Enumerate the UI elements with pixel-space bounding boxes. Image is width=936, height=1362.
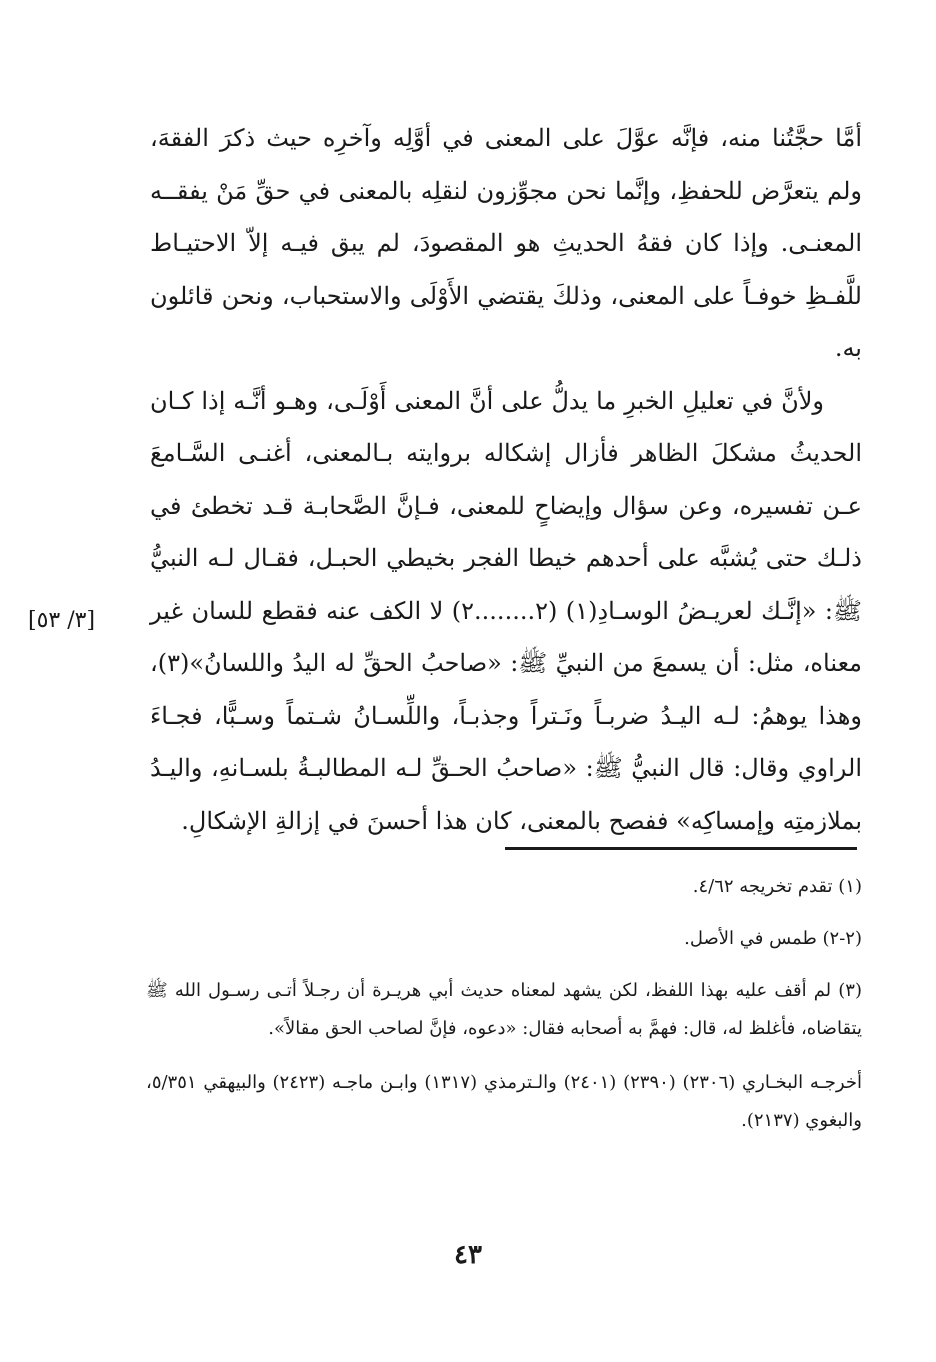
footnote-3: (٣) لم أقف عليه بهذا اللفظ، لكن يشهد لمعناه حديث أبي هريـرة أن رجـلاً أتـى رسـول الله ﷺ يتقاضاه، فأغلظ له، قال: فهمَّ به أصحابه فقال: «دعوه، فإنَّ لصاحب الحق مقالاً». (146, 980, 862, 1039)
footnotes (146, 868, 862, 1140)
footnote-separator (505, 847, 857, 850)
main-text (150, 112, 862, 847)
margin-reference: [٣/ ٥٣] (28, 608, 96, 633)
page-number: ٤٣ (454, 1240, 482, 1270)
footnote-1: (١) تقدم تخريجه ٤/٦٢. (692, 876, 862, 897)
footnote-3-sources: أخرجـه البخـاري (٢٣٠٦) (٢٣٩٠) (٢٤٠١) والـترمذي (١٣١٧) وابـن ماجـه (٢٤٢٣) والبيهقي ٥/٣٥١، والبغوي (٢١٣٧). (146, 1072, 862, 1131)
footnote-2: (٢-٢) طمس في الأصل. (684, 928, 862, 949)
paragraph-1: أمَّا حجَّتُنا منه، فإنَّه عوَّلَ على المعنى في أوَّلِه وآخرِه حيث ذكرَ الفقهَ، ولم يتعرَّض للحفظِ، وإنَّما نحن مجوِّزون لنقلِه بالمعنى في حقِّ مَنْ يفقــه المعنـى. وإذا كان فقهُ الحديثِ هو المقصودَ، لم يبق فيـه إلاّ الاحتيـاط للَّفـظِ خوفـاً على المعنى، وذلكَ يقتضي الأَوْلَى والاستحباب، ونحن قائلون به. (150, 124, 862, 362)
paragraph-2: ولأنَّ في تعليلِ الخبرِ ما يدلُّ على أنَّ المعنى أَوْلَـى، وهـو أنَّـه إذا كـان الحديثُ مشكلَ الظاهر فأزال إشكاله بروايته بـالمعنى، أغنـى السَّـامعَ عـن تفسيره، وعن سؤال وإيضاحٍ للمعنى، فـإنَّ الصَّحابـة قـد تخطئ في ذلـك حتى يُشبَّه على أحدهم خيطا الفجر بخيطي الحبـل، فقـال لـه النبيُّ ﷺ: «إنَّـك لعريـضُ الوسـادِ(١) (٢........٢) لا الكف عنه فقطع للسان غير معناه، مثل: أن يسمعَ من النبيِّ ﷺ: «صاحبُ الحقِّ له اليدُ واللسانُ»(٣)، وهذا يوهمُ: لـه اليـدُ ضربـاً ونَـتراً وجذبـاً، واللِّسـانُ شـتماً وسـبًّا، فجـاءَ الراوي وقال: قال النبيُّ ﷺ: «صاحبُ الحـقِّ لـه المطالبـةُ بلسـانهِ، واليـدُ بملازمتِه وإمساكِه» ففصح بالمعنى، كان هذا أحسنَ في إزالةِ الإشكالِ. (150, 386, 863, 835)
